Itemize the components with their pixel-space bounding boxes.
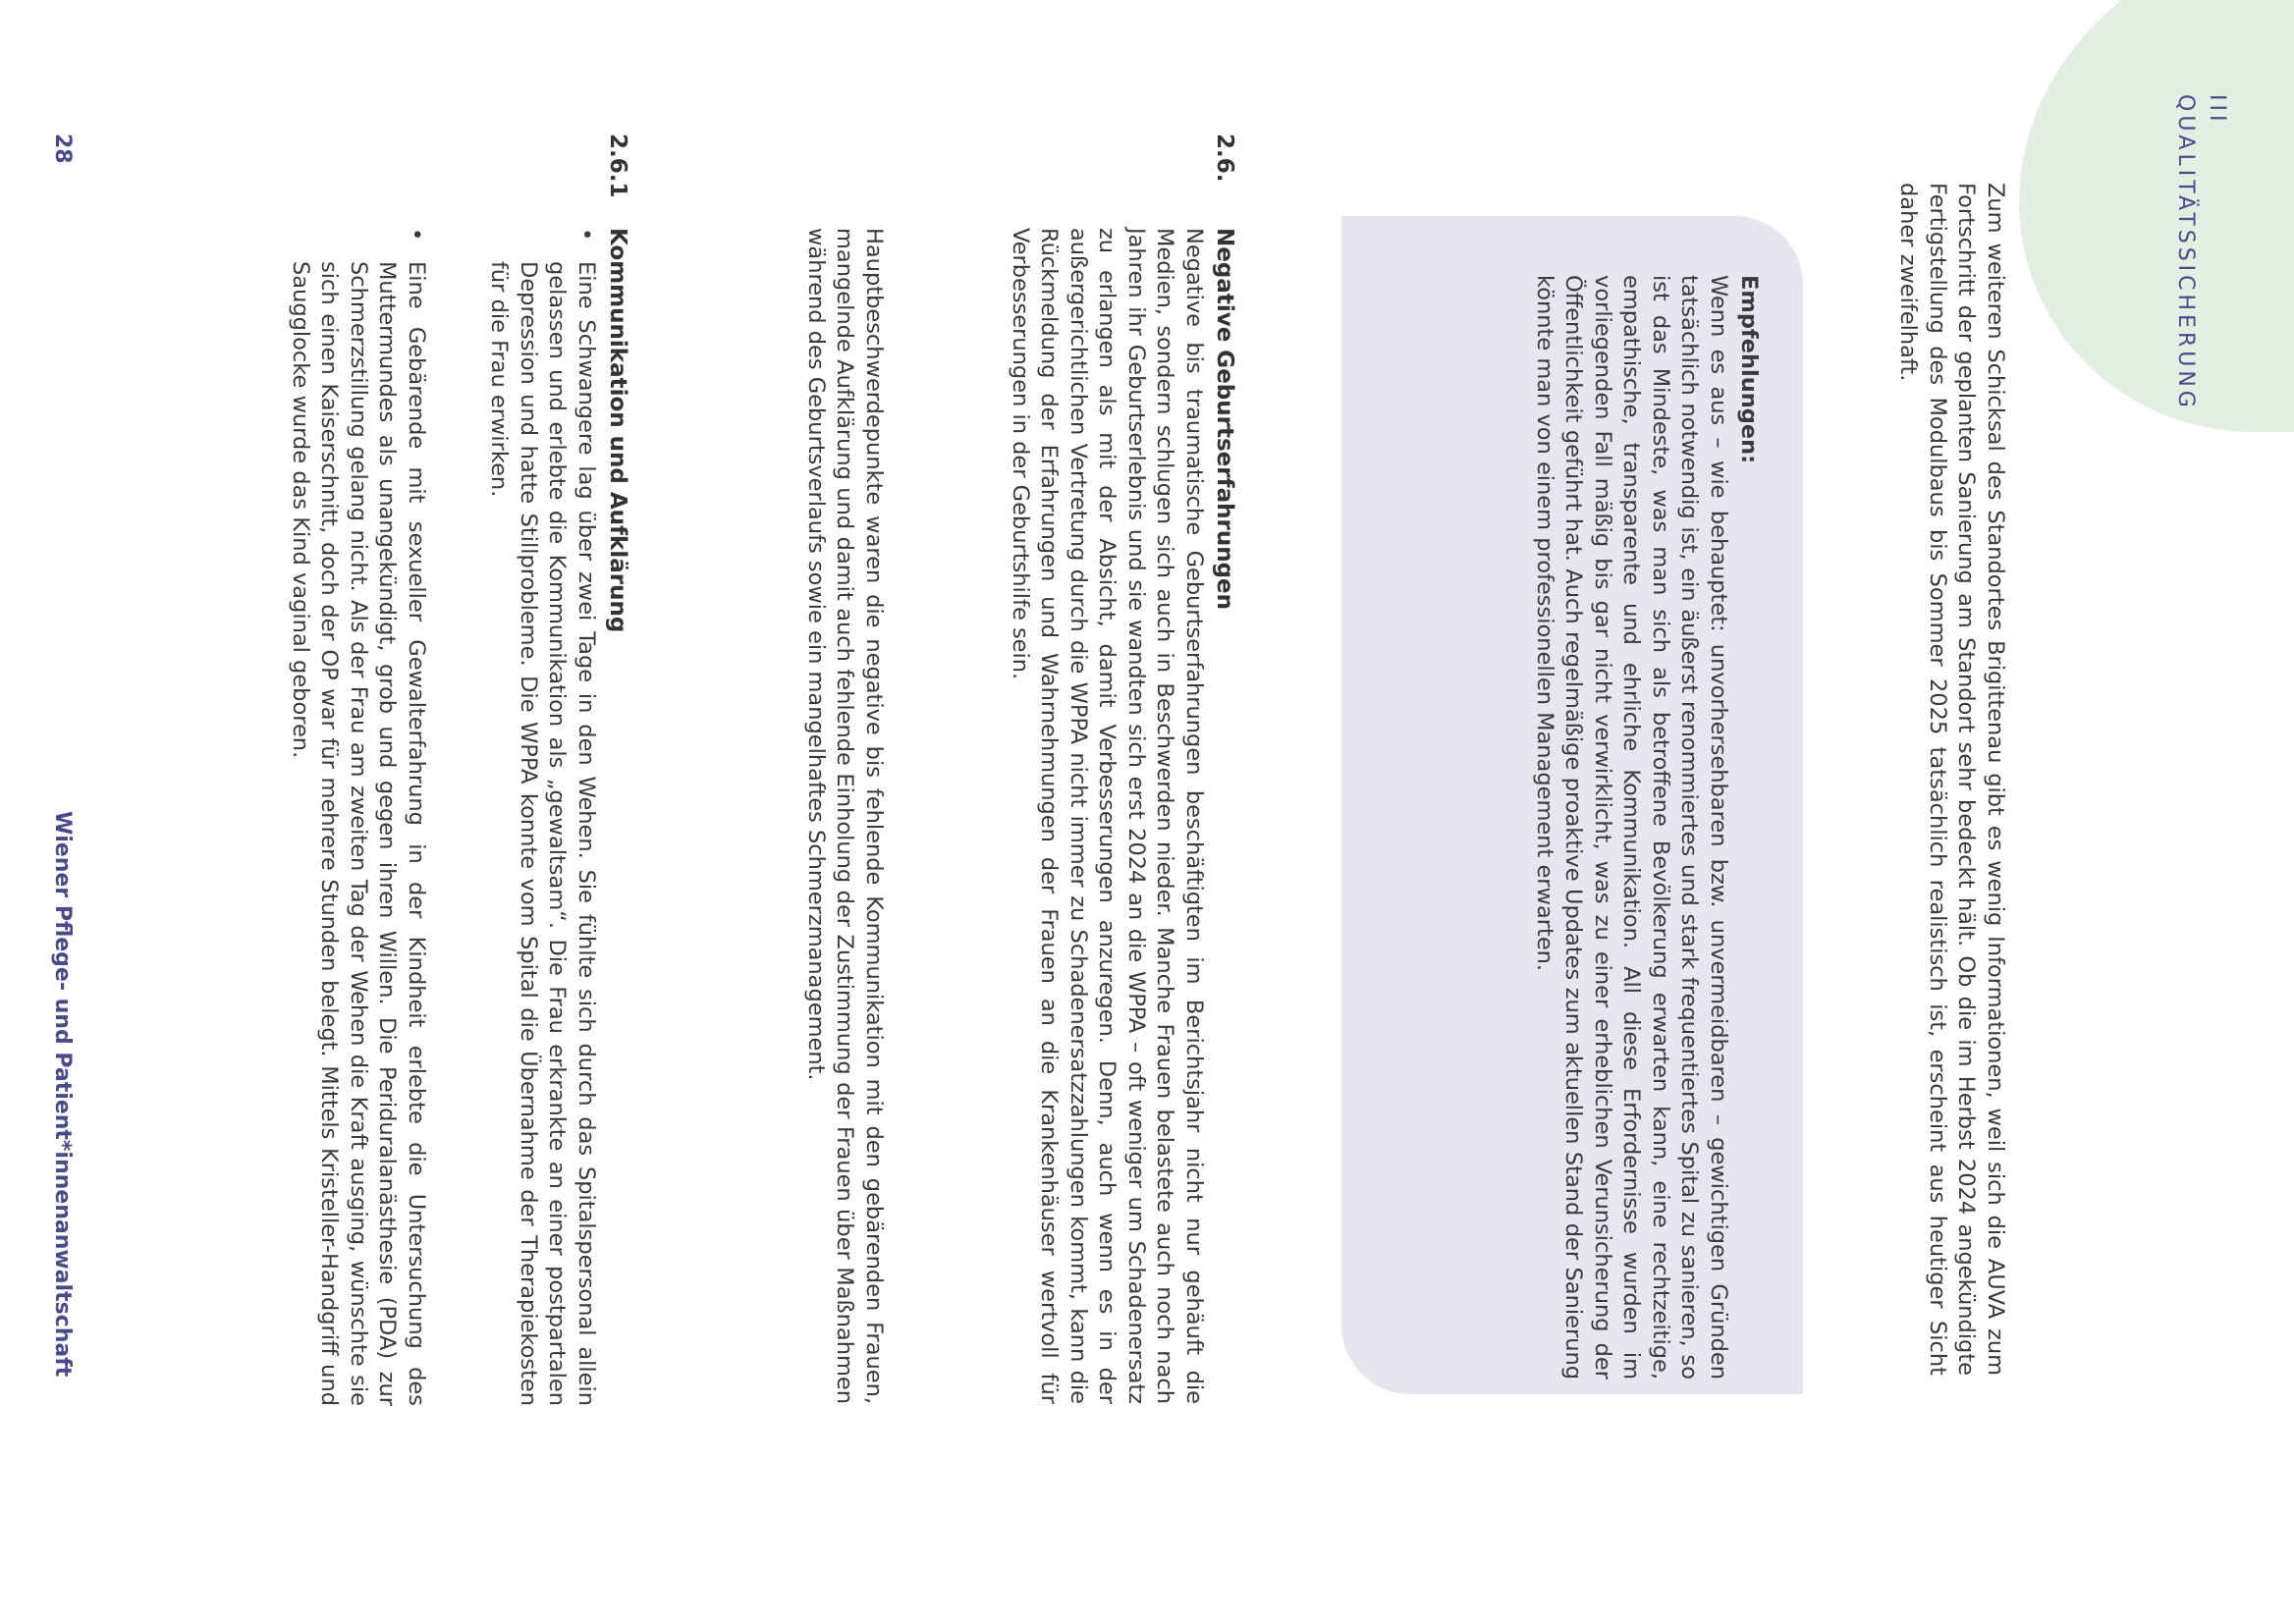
list-item: [286, 228, 431, 1406]
section-2-6-paragraph-2: Hauptbeschwerdepunkte waren die negative bis fehlende Kommunikation mit den gebärenden Frauen, mangelnde Aufklärung und damit auch fehlende Einholung der Zustimmung der Frauen über Maßnahmen während des Geburtsverlaufs sowie ein mangelhaftes Schmerzmanagement.: [803, 228, 887, 1404]
recommendation-heading: Empfehlungen:: [1736, 275, 1762, 464]
list-item: [484, 228, 600, 1406]
recommendation-text: Wenn es aus – wie behauptet: unvorhersehbaren bzw. unvermeidbaren – gewichtigen Gründen tatsächlich notwendig ist, ein äußerst renommiertes und stark frequentiertes Spital zu sanieren, so ist das Mindeste, was man sich als betroffene Bevölkerung erwarten kann, eine rechtzeitige, empathische, transparente und ehrliche Kommunikation. All diese Erfordernisse wurden im vorliegenden Fall mäßig bis gar nicht verwirklicht, was zu einer erheblichen Verunsicherung der Öffentlichkeit geführt hat. Auch regelmäßige proaktive Updates zum aktuellen Stand der Sanierung könnte man von einem professionellen Management erwarten.: [1532, 275, 1731, 1380]
section-title-negative-geburtserfahrungen: Negative Geburtserfahrungen: [1212, 228, 1237, 611]
section-2-6-paragraph-1: Negative bis traumatische Geburtserfahrungen beschäftigten im Berichtsjahr nicht nur gehäuft die Medien, sondern schlugen sich auch in Beschwerden nieder. Manche Frauen belastete auch noch nach Jahren ihr Geburtserlebnis und sie wandten sich erst 2024 an die WPPA – oft weniger um Schadenersatz zu erlangen als mit der Absicht, damit Verbesserungen anzuregen. Denn, auch wenn es in der außergerichtlichen Vertretung durch die WPPA nicht immer zu Schadenersatzzahlungen kommt, kann die Rückmeldung der Erfahrungen und Wahrnehmungen der Frauen an die Krankenhäuser wertvoll für Verbesserungen in der Geburtshilfe sein.: [1008, 228, 1207, 1404]
chapter-title: QUALITÄTSSICHERUNG: [2173, 94, 2198, 411]
intro-paragraph: Zum weiteren Schicksal des Standortes Brigittenau gibt es wenig Informationen, weil sich die AUVA zum Fortschritt der geplanten Sanierung am Standort sehr bedeckt hält. Ob die im Herbst 2024 angekündigte Fertigstellung des Modulbaus bis Sommer 2025 tatsächlich realistisch ist, erscheint aus heutiger Sicht daher zweifelhaft.: [1895, 183, 2008, 1376]
bullet-icon: •: [404, 228, 429, 242]
section-number-2-6-1: 2.6.1: [605, 134, 630, 198]
page-number: 28: [50, 134, 75, 164]
list-item-text: Eine Schwangere lag über zwei Tage in den Wehen. Sie fühlte sich durch das Spitalspersonal allein gelassen und erlebte die Kommunikation als „gewaltsam“. Die Frau erkrankte an einer postpartalen Depression und hatte Stillprobleme. Die WPPA konnte vom Spital die Übernahme der Therapiekosten für die Frau erwirken.: [486, 261, 599, 1406]
chapter-number: III: [2205, 94, 2229, 126]
section-title-kommunikation: Kommunikation und Aufklärung: [605, 228, 630, 633]
list-item-text: Eine Gebärende mit sexueller Gewalterfahrung in der Kindheit erlebte die Untersuchung des Muttermundes als unangekündigt, grob und gegen ihren Willen. Die Periduralanästhesie (PDA) zur Schmerzstillung gelang nicht. Als der Frau am zweiten Tag der Wehen die Kraft ausging, wünschte sie sich einen Kaiserschnitt, doch der OP war für mehrere Stunden belegt. Mittels Kristeller-Handgriff und Saugglocke wurde das Kind vaginal geboren.: [288, 261, 429, 1406]
section-number-2-6: 2.6.: [1212, 134, 1237, 183]
footer-publication-title: Wiener Pflege- und Patient*innenanwaltschaft: [50, 811, 75, 1378]
bullet-icon: •: [574, 228, 599, 242]
decorative-corner-shape: [2019, 0, 2294, 432]
